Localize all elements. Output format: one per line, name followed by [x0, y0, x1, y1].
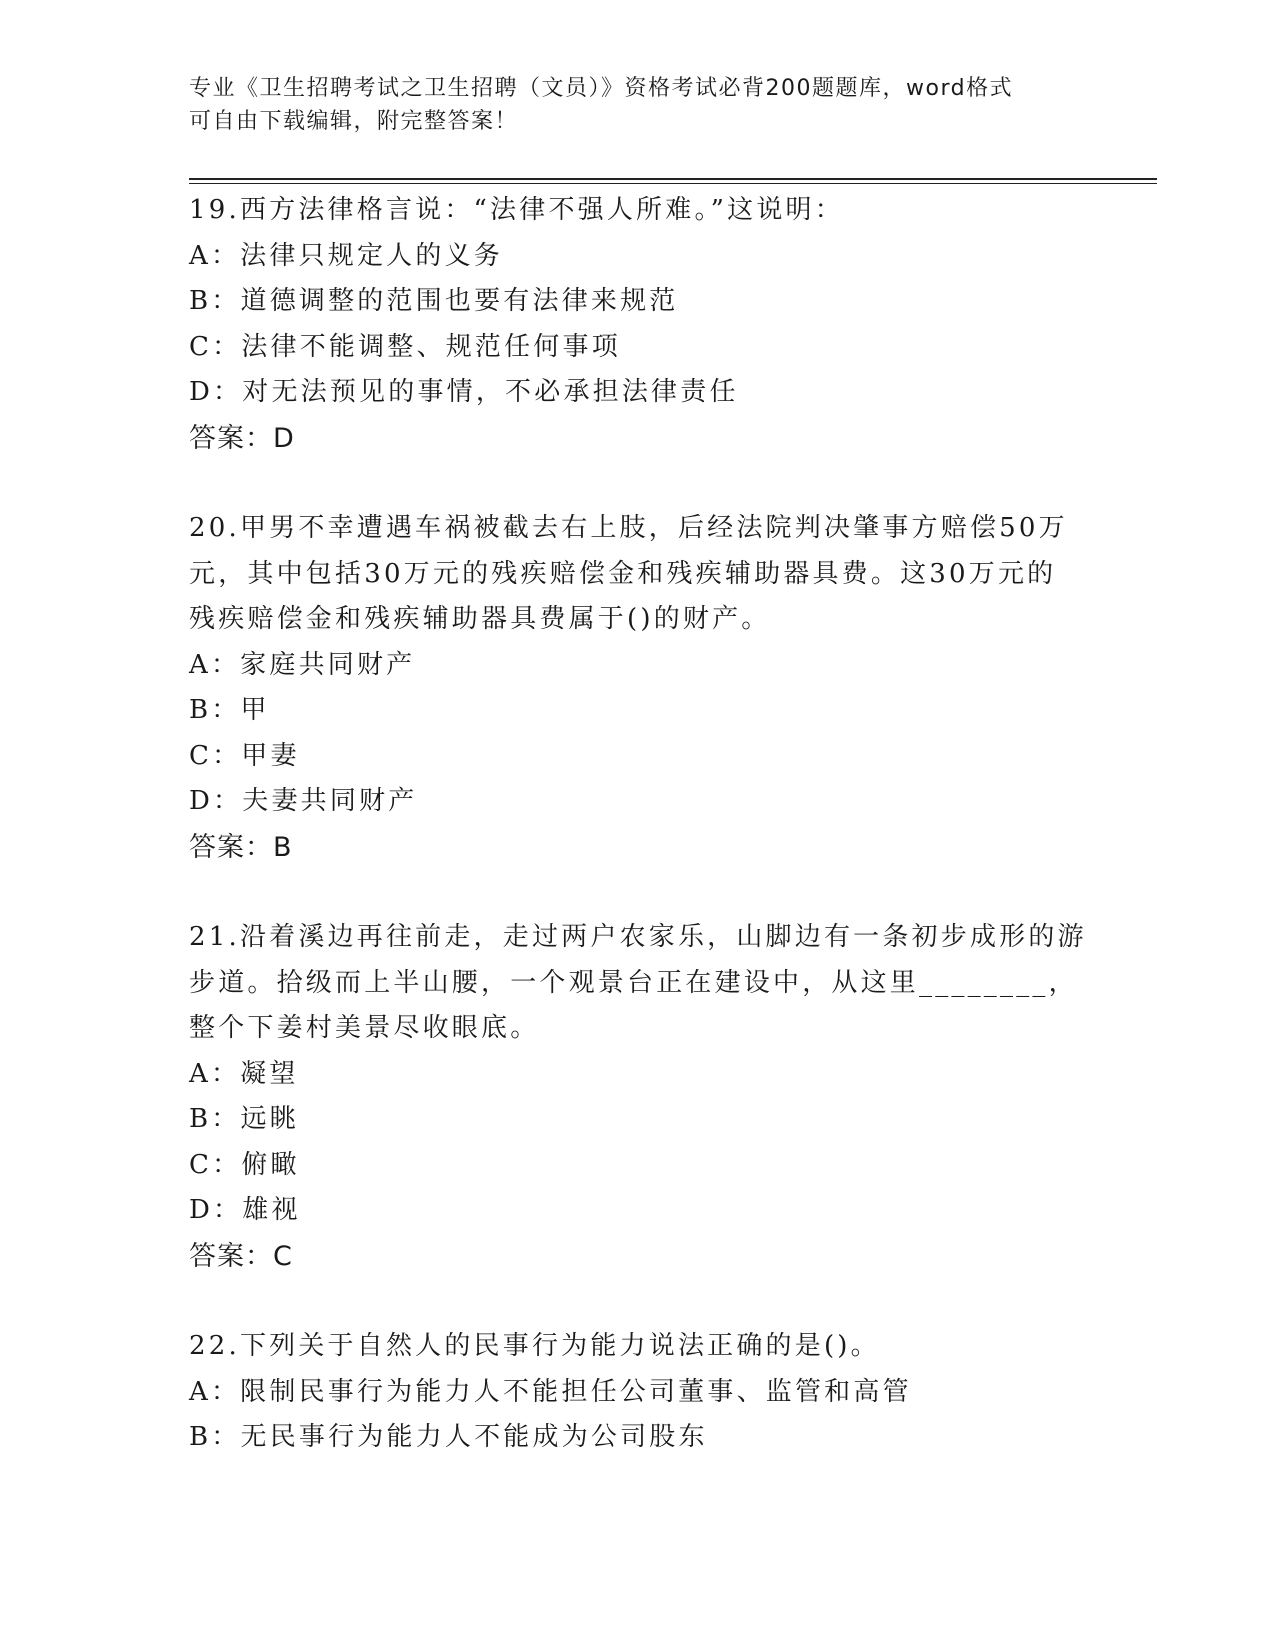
question-stem	[189, 188, 1089, 234]
question-stem	[189, 1324, 1089, 1370]
document-header	[189, 72, 1089, 138]
question-stem-line: 21.沿着溪边再往前走，走过两户农家乐，山脚边有一条初步成形的游	[189, 922, 1087, 952]
option-b: B：甲	[189, 695, 270, 725]
question-stem-line: 整个下姜村美景尽收眼底。	[189, 1013, 540, 1043]
answer-line: 答案：D	[189, 422, 295, 454]
option-a: A：凝望	[189, 1058, 299, 1089]
option-d: D：雄视	[189, 1195, 301, 1225]
answer-line: 答案：B	[189, 831, 293, 863]
header-line-2: 可自由下载编辑，附完整答案！	[189, 109, 519, 134]
question-stem-line: 20.甲男不幸遭遇车祸被截去右上肢，后经法院判决肇事方赔偿50万	[189, 513, 1068, 543]
question-list	[189, 188, 1089, 1506]
option-b: B：道德调整的范围也要有法律来规范	[189, 286, 679, 316]
question-20	[189, 506, 1089, 870]
option-a: A：家庭共同财产	[189, 649, 416, 680]
answer-line: 答案：C	[189, 1240, 293, 1272]
question-stem-line: 残疾赔偿金和残疾辅助器具费属于()的财产。	[189, 604, 771, 634]
question-stem	[189, 915, 1089, 1052]
option-a: A：法律只规定人的义务	[189, 240, 503, 271]
header-divider-thin	[189, 183, 1157, 184]
option-c: C：法律不能调整、规范任何事项	[189, 331, 621, 362]
question-stem-line: 22.下列关于自然人的民事行为能力说法正确的是()。	[189, 1331, 880, 1361]
option-d: D：对无法预见的事情，不必承担法律责任	[189, 377, 739, 407]
option-b: B：远眺	[189, 1104, 299, 1134]
question-22	[189, 1324, 1089, 1461]
question-stem-line: 19.西方法律格言说：“法律不强人所难。”这说明：	[189, 195, 844, 225]
question-stem	[189, 506, 1089, 643]
question-21	[189, 915, 1089, 1279]
header-line-1: 专业《卫生招聘考试之卫生招聘（文员）》资格考试必背200题题库，word格式	[189, 76, 1014, 101]
option-c: C：俯瞰	[189, 1149, 300, 1180]
question-stem-line: 步道。拾级而上半山腰，一个观景台正在建设中，从这里________，	[189, 967, 1078, 998]
option-c: C：甲妻	[189, 740, 300, 771]
header-divider-thick	[189, 178, 1157, 180]
option-b: B：无民事行为能力人不能成为公司股东	[189, 1422, 708, 1452]
question-stem-line: 元，其中包括30万元的残疾赔偿金和残疾辅助器具费。这30万元的	[189, 558, 1057, 589]
option-a: A：限制民事行为能力人不能担任公司董事、监管和高管	[189, 1376, 912, 1407]
question-19	[189, 188, 1089, 461]
option-d: D：夫妻共同财产	[189, 786, 418, 816]
